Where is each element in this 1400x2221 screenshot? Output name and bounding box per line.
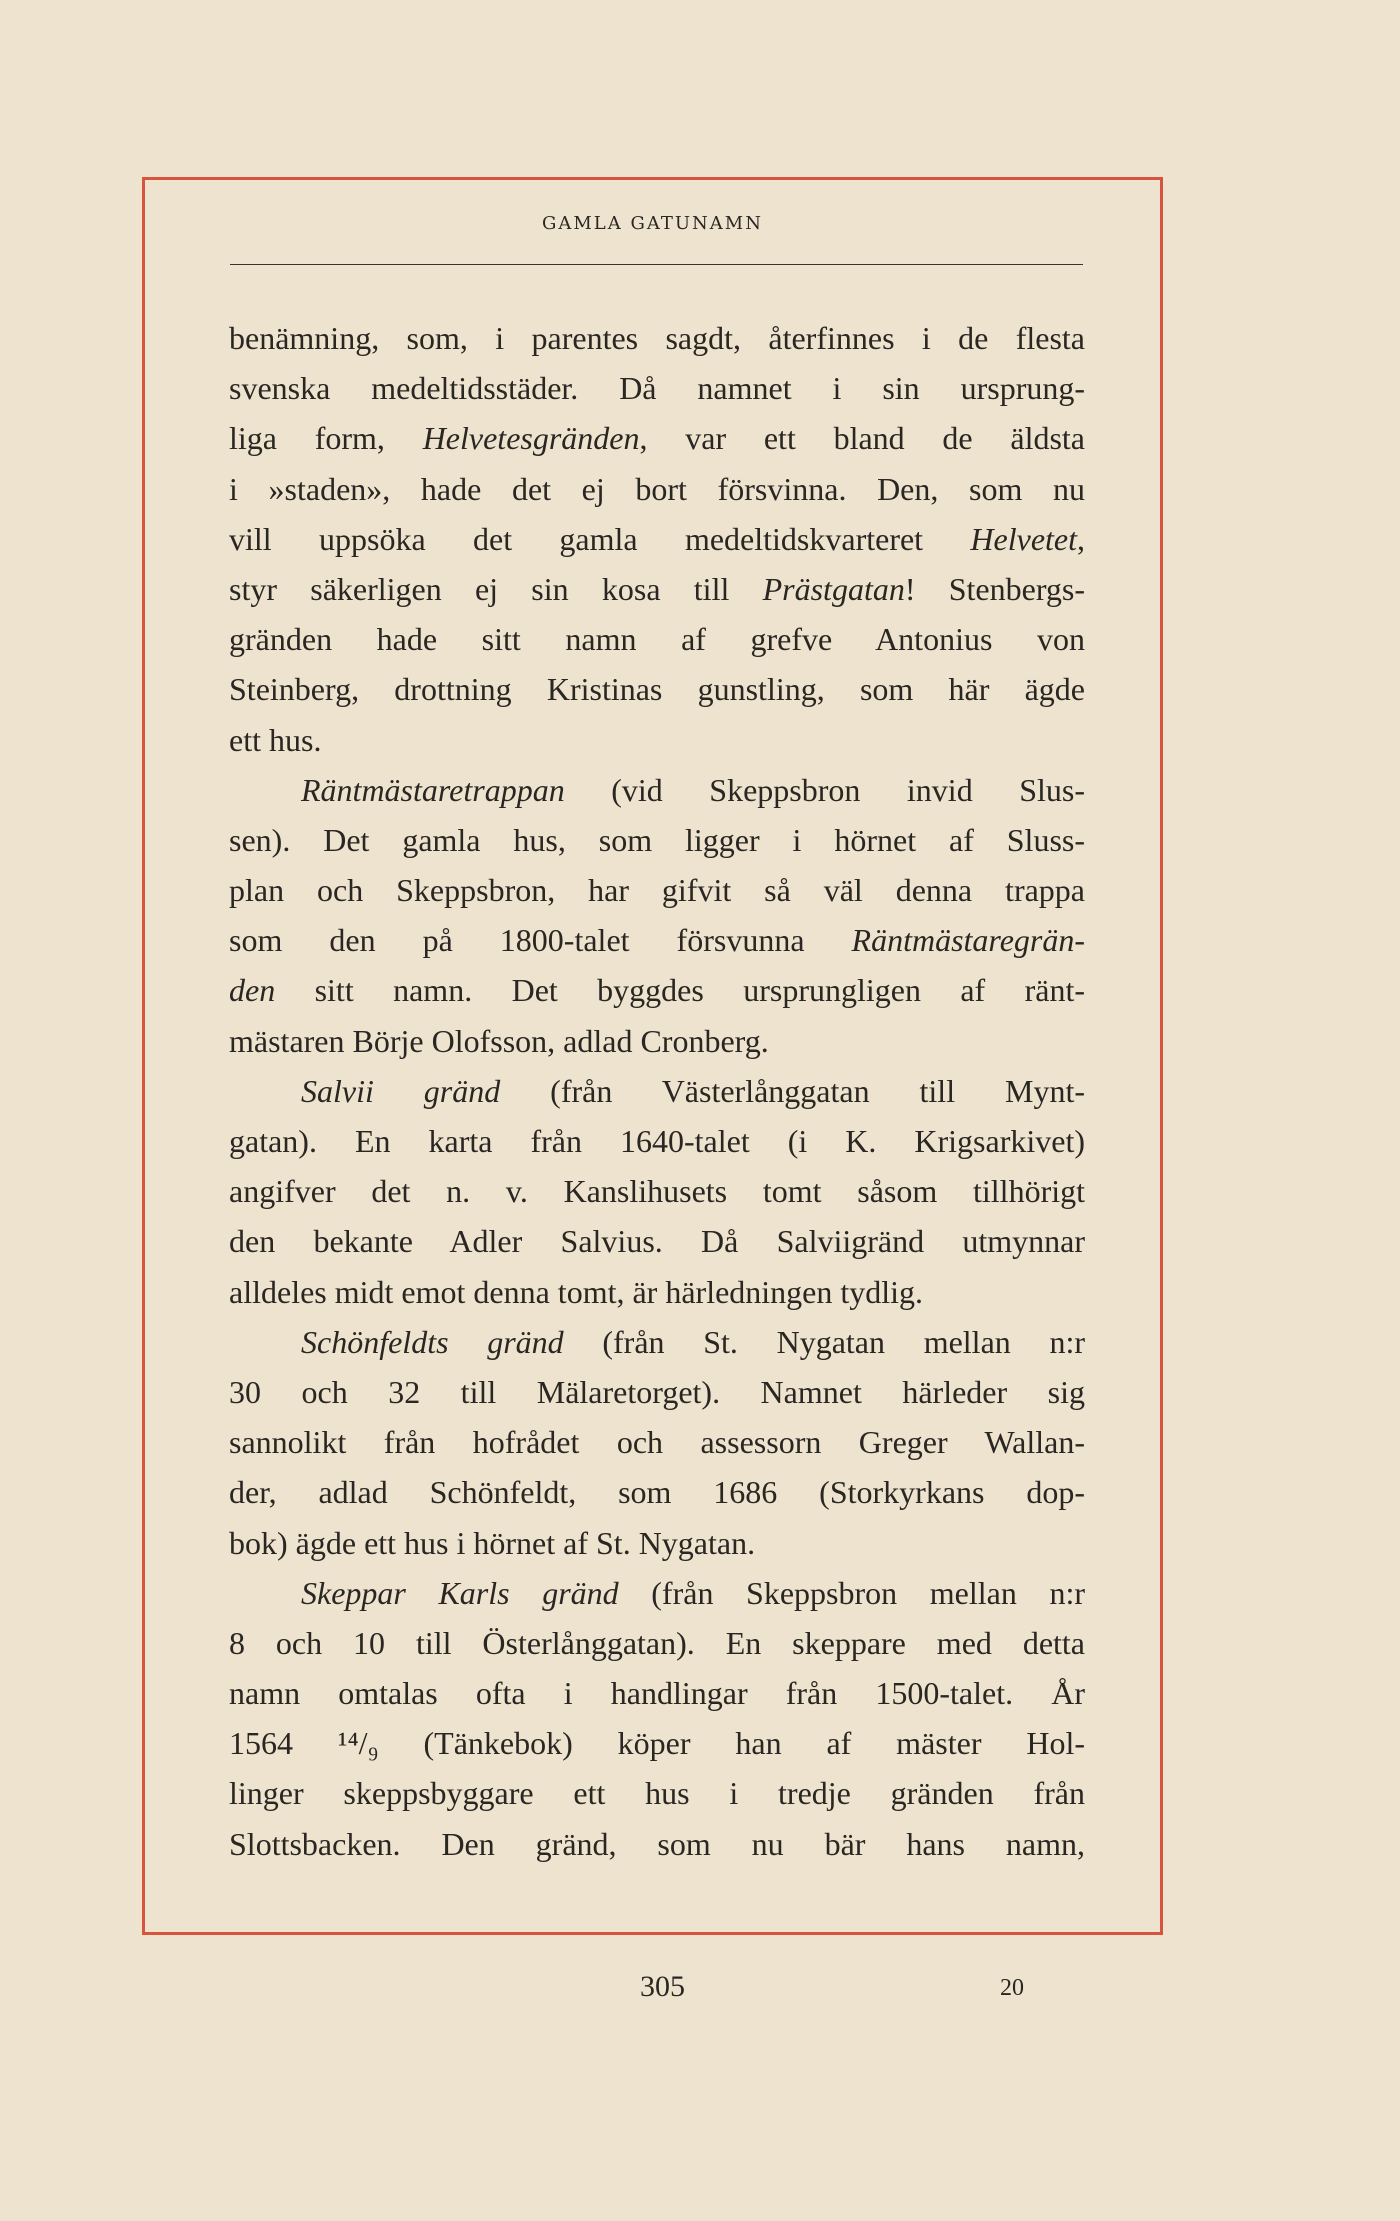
italic-street-name: Helvetesgränden xyxy=(422,420,640,457)
page-number: 305 xyxy=(640,1970,685,2003)
text-line xyxy=(229,1066,1085,1116)
text-line xyxy=(229,815,1085,865)
text-line xyxy=(229,765,1085,815)
text-segment: bok) ägde ett hus i hörnet af St. Nygatan. xyxy=(229,1524,756,1561)
italic-street-name: den xyxy=(229,972,276,1009)
text-line xyxy=(229,715,1085,765)
text-segment: ! Stenbergs- xyxy=(904,570,1086,607)
text-line xyxy=(229,464,1085,514)
text-line xyxy=(229,1819,1085,1869)
text-line xyxy=(229,564,1085,614)
text-segment: svenska medeltidsstäder. Då namnet i sin ursprung- xyxy=(229,370,1085,407)
text-line xyxy=(229,915,1085,965)
italic-street-name: Räntmästaretrappan xyxy=(301,771,565,808)
text-line xyxy=(229,1467,1085,1517)
text-line xyxy=(229,1518,1085,1568)
text-segment: plan och Skeppsbron, har gifvit så väl denna trappa xyxy=(229,872,1085,909)
text-line xyxy=(229,413,1085,463)
text-segment: (från Skeppsbron mellan n:r xyxy=(618,1574,1086,1611)
text-segment: Slottsbacken. Den gränd, som nu bär hans namn, xyxy=(229,1825,1085,1862)
text-segment: benämning, som, i parentes sagdt, återfinnes i de flesta xyxy=(229,320,1085,356)
text-segment: gränden hade sitt namn af grefve Antonius von xyxy=(229,621,1085,658)
text-line xyxy=(229,1367,1085,1417)
text-line xyxy=(229,664,1085,714)
text-segment: som den på 1800-talet försvunna xyxy=(229,922,852,959)
text-segment: alldeles midt emot denna tomt, är härledningen tydlig. xyxy=(229,1273,924,1310)
text-segment: sannolikt från hofrådet och assessorn Greger Wallan- xyxy=(229,1424,1085,1461)
text-segment: (från St. Nygatan mellan n:r xyxy=(563,1323,1085,1360)
text-line xyxy=(229,1166,1085,1216)
text-segment: angifver det n. v. Kanslihusets tomt såsom tillhörigt xyxy=(229,1173,1085,1210)
text-line xyxy=(229,313,1085,363)
italic-street-name: Salvii gränd xyxy=(301,1072,501,1109)
text-line xyxy=(229,1668,1085,1718)
italic-street-name: Skeppar Karls gränd xyxy=(301,1574,619,1611)
text-line xyxy=(229,965,1085,1015)
italic-street-name: Helvetet xyxy=(970,520,1077,557)
text-segment: sen). Det gamla hus, som ligger i hörnet af Sluss- xyxy=(229,821,1085,858)
text-line xyxy=(229,1016,1085,1066)
text-segment: , xyxy=(1077,520,1085,557)
text-segment: mästaren Börje Olofsson, adlad Cronberg. xyxy=(229,1022,769,1059)
text-line xyxy=(229,1267,1085,1317)
text-line xyxy=(229,1317,1085,1367)
text-line xyxy=(229,1417,1085,1467)
text-segment: der, adlad Schönfeldt, som 1686 (Storkyrkans dop- xyxy=(229,1474,1085,1511)
text-segment: ett hus. xyxy=(229,721,322,758)
text-segment: (vid Skeppsbron invid Slus- xyxy=(564,771,1085,808)
text-line xyxy=(229,514,1085,564)
italic-street-name: Prästgatan xyxy=(762,570,905,607)
text-segment: 30 och 32 till Mälaretorget). Namnet härleder sig xyxy=(229,1373,1085,1410)
italic-street-name: Schönfeldts gränd xyxy=(301,1323,564,1360)
text-line xyxy=(229,1718,1085,1768)
text-line xyxy=(229,1568,1085,1618)
text-segment: namn omtalas ofta i handlingar från 1500-talet. År xyxy=(229,1675,1085,1712)
text-line xyxy=(229,363,1085,413)
text-segment: sitt namn. Det byggdes ursprungligen af ränt- xyxy=(275,972,1085,1009)
text-line xyxy=(229,1216,1085,1266)
text-segment: 8 och 10 till Österlånggatan). En skeppare med detta xyxy=(229,1624,1085,1661)
text-segment: (från Västerlånggatan till Mynt- xyxy=(500,1072,1085,1109)
header-rule xyxy=(230,264,1083,265)
text-line xyxy=(229,1618,1085,1668)
text-segment: liga form, xyxy=(229,420,423,457)
signature-mark: 20 xyxy=(1000,1975,1024,2001)
italic-street-name: Räntmästaregrän- xyxy=(851,922,1085,959)
body-text xyxy=(229,313,1085,1869)
text-segment: den bekante Adler Salvius. Då Salviigränd utmynnar xyxy=(229,1223,1085,1260)
text-segment: Steinberg, drottning Kristinas gunstling, som här ägde xyxy=(229,671,1085,708)
text-segment: i »staden», hade det ej bort försvinna. Den, som nu xyxy=(229,470,1085,507)
text-segment: gatan). En karta från 1640-talet (i K. Krigsarkivet) xyxy=(229,1123,1085,1159)
text-segment: linger skeppsbyggare ett hus i tredje gränden från xyxy=(229,1775,1085,1812)
text-line xyxy=(229,1768,1085,1818)
text-segment: 1564 ¹⁴/₉ (Tänkebok) köper han af mäster Hol- xyxy=(229,1725,1085,1762)
text-line xyxy=(229,1116,1085,1166)
text-segment: , var ett bland de äldsta xyxy=(639,420,1086,457)
text-line xyxy=(229,614,1085,664)
text-segment: styr säkerligen ej sin kosa till xyxy=(229,570,763,607)
text-line xyxy=(229,865,1085,915)
text-segment: vill uppsöka det gamla medeltidskvarteret xyxy=(229,520,971,557)
running-head: GAMLA GATUNAMN xyxy=(542,213,763,234)
